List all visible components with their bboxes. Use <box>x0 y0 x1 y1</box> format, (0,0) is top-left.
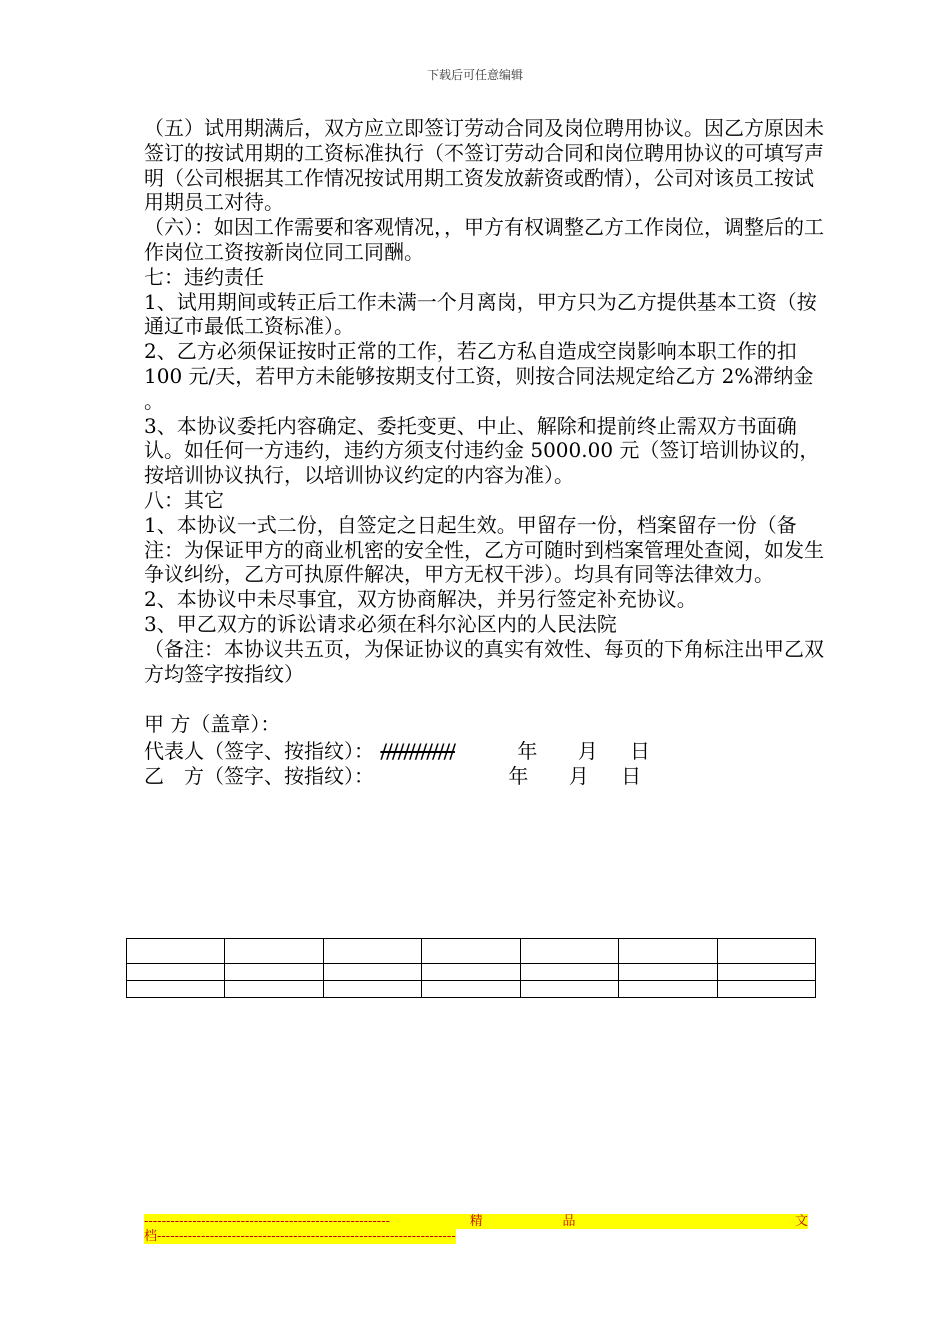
paragraph-6: （六）：如因工作需要和客观情况，，甲方有权调整乙方工作岗位，调整后的工作岗位工资按新岗位同工同酬。 <box>144 215 824 264</box>
table-cell <box>520 981 618 998</box>
table-cell <box>323 939 421 964</box>
table-row <box>127 981 816 998</box>
footer-dashes-right: -------------------------------------------------------------------- <box>157 1229 456 1244</box>
page-footer <box>144 1214 808 1244</box>
footer-line-1 <box>144 1214 808 1229</box>
table-cell <box>323 981 421 998</box>
page-header: 下载后可任意编辑 <box>426 68 523 82</box>
clause-8-1: 1、本协议一式二份，自签定之日起生效。甲留存一份，档案留存一份（备注：为保证甲方的商业机密的安全性，乙方可随时到档案管理处查阅，如发生争议纠纷，乙方可执原件解决，甲方无权干涉）。均具有同等法律效力。 <box>144 512 824 587</box>
footer-word-4: 档 <box>144 1229 158 1244</box>
party-b-line <box>144 764 641 789</box>
clause-8-2: 2、本协议中未尽事宜，双方协商解决，并另行签定补充协议。 <box>144 587 697 612</box>
table-cell <box>717 939 815 964</box>
table-cell <box>422 939 520 964</box>
blank-signature-table <box>126 938 816 998</box>
party-a-line <box>144 712 280 737</box>
b-day: 日 <box>621 764 642 788</box>
table-cell <box>619 939 717 964</box>
representative-line <box>144 739 650 764</box>
footer-word-2: 品 <box>562 1214 576 1229</box>
clause-7-1: 1、试用期间或转正后工作未满一个月离岗，甲方只为乙方提供基本工资（按通辽市最低工资标准）。 <box>144 289 817 339</box>
rep-year: 年 <box>517 739 538 763</box>
representative-signature-line: ///////////// <box>380 739 455 763</box>
party-a-label: 甲 方（盖章）： <box>144 712 281 736</box>
table-cell <box>520 939 618 964</box>
table-cell <box>127 964 225 981</box>
table-cell <box>225 939 323 964</box>
table-row <box>127 964 816 981</box>
remark-note: （备注：本协议共五页，为保证协议的真实有效性、每页的下角标注出甲乙双方均签字按指纹） <box>144 636 824 686</box>
table-cell <box>422 964 520 981</box>
section-7-heading: 七：违约责任 <box>144 264 264 289</box>
b-year: 年 <box>508 764 529 788</box>
clause-7-3: 3、本协议委托内容确定、委托变更、中止、解除和提前终止需双方书面确认。如任何一方违约，违约方须支付违约金 5000.00 元（签订培训协议的，按培训协议执行，以培训协议约定的内容为准）。 <box>144 413 820 488</box>
table-cell <box>323 964 421 981</box>
table-cell <box>619 964 717 981</box>
contract-body <box>144 116 824 686</box>
section-8-heading: 八：其它 <box>144 487 224 512</box>
footer-word-3: 文 <box>794 1214 808 1229</box>
table-cell <box>127 939 225 964</box>
table-cell <box>520 964 618 981</box>
table-cell <box>225 981 323 998</box>
table-row <box>127 939 816 964</box>
table-cell <box>619 981 717 998</box>
clause-7-2: 2、乙方必须保证按时正常的工作，若乙方私自造成空岗影响本职工作的扣 100 元/天，若甲方未能够按期支付工资，则按合同法规定给乙方 2%滞纳金 。 <box>144 339 814 413</box>
rep-day: 日 <box>630 739 651 763</box>
table-cell <box>127 981 225 998</box>
paragraph-5: （五）试用期满后，双方应立即签订劳动合同及岗位聘用协议。因乙方原因未签订的按试用期的工资标准执行（不签订劳动合同和岗位聘用协议的可填写声明（公司根据其工作情况按试用期工资发放薪资或酌情），公司对该员工按试用期员工对待。 <box>144 116 824 215</box>
clause-8-3: 3、甲乙双方的诉讼请求必须在科尔沁区内的人民法院 <box>144 611 617 636</box>
footer-dashes-left: -------------------------------------------------------- <box>144 1214 390 1229</box>
footer-line-2 <box>144 1229 456 1244</box>
party-b-label: 乙 方（签字、按指纹）： <box>144 764 374 788</box>
table-cell <box>225 964 323 981</box>
b-month: 月 <box>568 764 589 788</box>
table-cell <box>717 964 815 981</box>
representative-label: 代表人（签字、按指纹）： <box>144 739 374 763</box>
table-cell <box>717 981 815 998</box>
footer-word-1: 精 <box>469 1214 483 1229</box>
table-cell <box>422 981 520 998</box>
rep-month: 月 <box>577 739 598 763</box>
